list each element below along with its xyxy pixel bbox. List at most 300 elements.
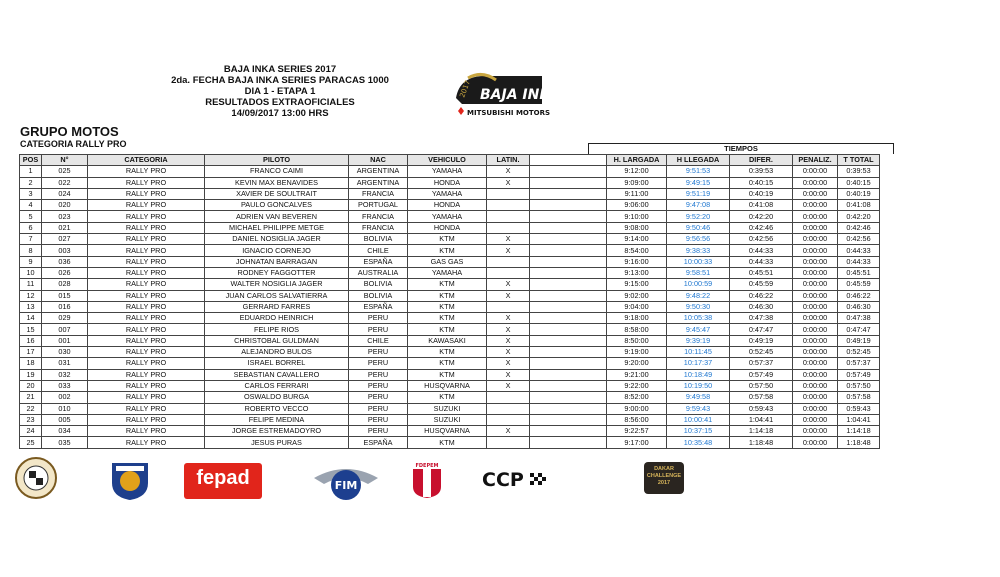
table-cell: KTM (408, 347, 487, 358)
table-cell: 9:20:00 (607, 358, 667, 369)
table-cell: 14 (20, 313, 42, 324)
table-cell: ESPAÑA (349, 437, 408, 448)
table-cell: RALLY PRO (88, 358, 205, 369)
table-cell: 9:45:47 (667, 324, 730, 335)
table-cell: 0:45:59 (730, 279, 793, 290)
table-cell: X (487, 166, 530, 177)
table-cell: ARGENTINA (349, 177, 408, 188)
table-cell: HONDA (408, 200, 487, 211)
table-cell: 9:47:08 (667, 200, 730, 211)
header-line-1: BAJA INKA SERIES 2017 (223, 64, 337, 75)
table-cell: 13 (20, 301, 42, 312)
table-cell: 9:14:00 (607, 234, 667, 245)
table-cell: 0:40:15 (730, 177, 793, 188)
table-cell: 0:00:00 (793, 358, 838, 369)
table-cell: 0:40:19 (838, 188, 880, 199)
table-cell: 10:35:48 (667, 437, 730, 448)
header-line-3: DIA 1 - ETAPA 1 (244, 86, 316, 97)
table-cell: 3 (20, 188, 42, 199)
table-cell: 0:46:30 (838, 301, 880, 312)
table-cell: 1:18:48 (730, 437, 793, 448)
table-cell: 031 (42, 358, 88, 369)
table-cell: 9:38:33 (667, 245, 730, 256)
table-cell: BOLIVIA (349, 279, 408, 290)
table-cell: 0:00:00 (793, 335, 838, 346)
table-cell: X (487, 313, 530, 324)
table-cell: PERU (349, 324, 408, 335)
table-cell: KTM (408, 234, 487, 245)
table-cell: ISRAEL BORREL (205, 358, 349, 369)
table-cell (530, 335, 607, 346)
table-cell: 0:41:08 (730, 200, 793, 211)
table-cell: FRANCIA (349, 222, 408, 233)
table-cell: RALLY PRO (88, 222, 205, 233)
table-cell: FRANCIA (349, 211, 408, 222)
table-cell: RALLY PRO (88, 166, 205, 177)
table-cell: X (487, 369, 530, 380)
table-cell: SUZUKI (408, 403, 487, 414)
table-cell: 0:57:49 (730, 369, 793, 380)
table-cell (530, 358, 607, 369)
table-cell (530, 380, 607, 391)
table-cell: 0:46:22 (838, 290, 880, 301)
table-cell: RALLY PRO (88, 267, 205, 278)
table-cell: 9:17:00 (607, 437, 667, 448)
table-cell: RALLY PRO (88, 234, 205, 245)
table-cell: PERU (349, 403, 408, 414)
table-cell: KTM (408, 313, 487, 324)
table-cell: 0:00:00 (793, 222, 838, 233)
table-cell: 8:56:00 (607, 414, 667, 425)
table-cell: ESPAÑA (349, 256, 408, 267)
column-header: H LLEGADA (667, 155, 730, 166)
table-cell: KTM (408, 324, 487, 335)
table-cell: X (487, 234, 530, 245)
table-cell: 0:42:20 (730, 211, 793, 222)
table-cell: ESPAÑA (349, 301, 408, 312)
fepad-logo: fepad (184, 463, 262, 499)
dakar-challenge-logo: DAKAR CHALLENGE 2017 (644, 462, 684, 494)
table-cell: 7 (20, 234, 42, 245)
table-cell (530, 177, 607, 188)
table-row (20, 211, 880, 222)
table-row (20, 335, 880, 346)
table-cell (530, 324, 607, 335)
table-cell: FRANCO CAIMI (205, 166, 349, 177)
table-cell (530, 267, 607, 278)
table-cell: 0:00:00 (793, 301, 838, 312)
table-cell: 1:14:18 (730, 426, 793, 437)
table-cell: MICHAEL PHILIPPE METGE (205, 222, 349, 233)
table-cell: 2 (20, 177, 42, 188)
column-header: CATEGORIA (88, 155, 205, 166)
table-cell: RALLY PRO (88, 313, 205, 324)
table-cell: PERU (349, 313, 408, 324)
table-cell: 9:51:53 (667, 166, 730, 177)
table-cell (487, 414, 530, 425)
table-cell: 9:08:00 (607, 222, 667, 233)
table-cell: PERU (349, 426, 408, 437)
table-cell: 6 (20, 222, 42, 233)
table-cell: 9:50:46 (667, 222, 730, 233)
table-cell: KTM (408, 279, 487, 290)
table-cell: DANIEL NOSIGLIA JAGER (205, 234, 349, 245)
table-cell: 035 (42, 437, 88, 448)
table-cell: 10:37:15 (667, 426, 730, 437)
table-cell: ADRIEN VAN BEVEREN (205, 211, 349, 222)
table-cell: KTM (408, 369, 487, 380)
table-cell: PERU (349, 414, 408, 425)
table-cell: CHRISTOBAL GULDMAN (205, 335, 349, 346)
table-cell: 0:00:00 (793, 200, 838, 211)
table-row (20, 392, 880, 403)
table-cell: 0:00:00 (793, 211, 838, 222)
table-row (20, 403, 880, 414)
table-cell (530, 245, 607, 256)
table-cell: PERU (349, 358, 408, 369)
table-cell: RALLY PRO (88, 403, 205, 414)
group-title: GRUPO MOTOS (20, 124, 119, 139)
table-cell: KEVIN MAX BENAVIDES (205, 177, 349, 188)
table-cell: 1 (20, 166, 42, 177)
baja-inka-logo (450, 68, 562, 120)
report-header (165, 64, 395, 119)
table-row (20, 234, 880, 245)
table-cell: PERU (349, 392, 408, 403)
table-cell: 10 (20, 267, 42, 278)
table-cell (530, 290, 607, 301)
table-cell: 0:00:00 (793, 290, 838, 301)
table-cell: 9:48:22 (667, 290, 730, 301)
table-cell (530, 188, 607, 199)
table-cell: 0:49:19 (730, 335, 793, 346)
club-emblem-logo (14, 455, 58, 501)
table-cell: 0:59:43 (730, 403, 793, 414)
table-cell: RALLY PRO (88, 347, 205, 358)
fim-logo (312, 464, 380, 504)
table-cell: 8:52:00 (607, 392, 667, 403)
table-cell: 0:45:51 (838, 267, 880, 278)
table-cell: CHILE (349, 245, 408, 256)
table-cell: 021 (42, 222, 88, 233)
table-row (20, 188, 880, 199)
table-cell: RALLY PRO (88, 437, 205, 448)
table-cell: 0:00:00 (793, 414, 838, 425)
table-cell: 023 (42, 211, 88, 222)
column-header: DIFER. (730, 155, 793, 166)
table-cell: 0:47:38 (838, 313, 880, 324)
table-cell: X (487, 290, 530, 301)
table-row (20, 301, 880, 312)
table-cell: RALLY PRO (88, 426, 205, 437)
table-cell: KTM (408, 301, 487, 312)
table-cell: 0:41:08 (838, 200, 880, 211)
table-cell (487, 301, 530, 312)
table-cell: 9:09:00 (607, 177, 667, 188)
table-cell: EDUARDO HEINRICH (205, 313, 349, 324)
table-cell (530, 200, 607, 211)
table-cell: 0:00:00 (793, 256, 838, 267)
table-cell: RODNEY FAGGOTTER (205, 267, 349, 278)
table-cell: KTM (408, 245, 487, 256)
svg-text:BAJA INKA: BAJA INKA (480, 87, 562, 103)
table-cell: FELIPE RIOS (205, 324, 349, 335)
table-cell: BOLIVIA (349, 234, 408, 245)
table-cell: JOHNATAN BARRAGAN (205, 256, 349, 267)
table-cell: SEBASTIAN CAVALLERO (205, 369, 349, 380)
table-cell: 24 (20, 426, 42, 437)
table-cell: 0:49:19 (838, 335, 880, 346)
table-cell (487, 403, 530, 414)
table-cell: 036 (42, 256, 88, 267)
column-header: VEHICULO (408, 155, 487, 166)
table-row (20, 358, 880, 369)
table-cell: HONDA (408, 177, 487, 188)
table-cell: KTM (408, 392, 487, 403)
table-cell: 0:00:00 (793, 392, 838, 403)
table-cell (530, 222, 607, 233)
table-cell: 0:00:00 (793, 426, 838, 437)
table-cell (487, 222, 530, 233)
table-cell: 0:00:00 (793, 324, 838, 335)
table-cell: 0:44:33 (730, 245, 793, 256)
table-cell: 9:11:00 (607, 188, 667, 199)
table-cell: FELIPE MEDINA (205, 414, 349, 425)
table-cell (530, 392, 607, 403)
category-title: CATEGORIA RALLY PRO (20, 139, 127, 149)
table-row (20, 245, 880, 256)
table-row (20, 324, 880, 335)
table-cell (530, 301, 607, 312)
table-cell: JESUS PURAS (205, 437, 349, 448)
table-cell: 9:00:00 (607, 403, 667, 414)
table-cell: 15 (20, 324, 42, 335)
table-cell: KTM (408, 290, 487, 301)
table-cell: 9:59:43 (667, 403, 730, 414)
table-cell: 10:17:37 (667, 358, 730, 369)
table-cell: 0:45:59 (838, 279, 880, 290)
table-cell: PERU (349, 347, 408, 358)
ccp-logo (480, 467, 550, 491)
table-cell: 1:14:18 (838, 426, 880, 437)
table-cell: 0:44:33 (730, 256, 793, 267)
table-row (20, 437, 880, 448)
table-cell: 9:50:30 (667, 301, 730, 312)
table-cell: 0:00:00 (793, 245, 838, 256)
table-cell: GAS GAS (408, 256, 487, 267)
table-cell: 022 (42, 177, 88, 188)
table-cell: 0:42:46 (838, 222, 880, 233)
table-cell: 0:57:49 (838, 369, 880, 380)
table-cell: 9:52:20 (667, 211, 730, 222)
table-cell: 0:39:53 (838, 166, 880, 177)
fdepem-logo (411, 461, 443, 499)
column-header: PENALIZ. (793, 155, 838, 166)
table-cell: FRANCIA (349, 188, 408, 199)
table-cell: 0:00:00 (793, 403, 838, 414)
table-cell: 9:13:00 (607, 267, 667, 278)
table-cell: 17 (20, 347, 42, 358)
header-line-4: RESULTADOS EXTRAOFICIALES (205, 97, 355, 108)
column-header: N° (42, 155, 88, 166)
table-cell: 9:58:51 (667, 267, 730, 278)
table-cell (530, 437, 607, 448)
table-cell: 8 (20, 245, 42, 256)
table-cell: 9:19:00 (607, 347, 667, 358)
tiempos-header: TIEMPOS (588, 143, 894, 154)
table-cell: 027 (42, 234, 88, 245)
table-cell: 0:47:38 (730, 313, 793, 324)
column-header: PILOTO (205, 155, 349, 166)
column-header (530, 155, 607, 166)
table-cell (530, 313, 607, 324)
table-cell: 9:02:00 (607, 290, 667, 301)
table-cell (530, 403, 607, 414)
table-cell: 0:57:50 (730, 380, 793, 391)
table-cell: HUSQVARNA (408, 426, 487, 437)
table-cell: 0:00:00 (793, 347, 838, 358)
table-cell: 010 (42, 403, 88, 414)
table-row (20, 279, 880, 290)
table-cell: ALEJANDRO BULOS (205, 347, 349, 358)
table-cell: 12 (20, 290, 42, 301)
table-cell: 0:42:20 (838, 211, 880, 222)
table-cell: 1:04:41 (838, 414, 880, 425)
table-row (20, 369, 880, 380)
table-row (20, 347, 880, 358)
table-cell: GERRARD FARRES (205, 301, 349, 312)
table-cell: PERU (349, 380, 408, 391)
table-cell (487, 188, 530, 199)
table-cell: 8:50:00 (607, 335, 667, 346)
table-cell: 25 (20, 437, 42, 448)
table-cell: 9:10:00 (607, 211, 667, 222)
table-cell: IGNACIO CORNEJO (205, 245, 349, 256)
table-cell: 0:59:43 (838, 403, 880, 414)
table-cell: 16 (20, 335, 42, 346)
table-cell: 0:44:33 (838, 245, 880, 256)
table-cell: 0:47:47 (838, 324, 880, 335)
column-header: H. LARGADA (607, 155, 667, 166)
table-cell: RALLY PRO (88, 188, 205, 199)
table-cell: 10:00:33 (667, 256, 730, 267)
table-cell: YAMAHA (408, 166, 487, 177)
table-cell: 9 (20, 256, 42, 267)
table-row (20, 380, 880, 391)
table-cell: 025 (42, 166, 88, 177)
table-row (20, 222, 880, 233)
table-cell (487, 211, 530, 222)
table-cell: RALLY PRO (88, 256, 205, 267)
table-cell (530, 234, 607, 245)
table-cell: 9:18:00 (607, 313, 667, 324)
table-header-row (20, 155, 880, 166)
table-cell: 9:49:15 (667, 177, 730, 188)
table-cell: HONDA (408, 222, 487, 233)
table-cell (530, 256, 607, 267)
table-cell: X (487, 335, 530, 346)
table-cell: KTM (408, 358, 487, 369)
table-cell: 0:39:53 (730, 166, 793, 177)
table-cell: 1:18:48 (838, 437, 880, 448)
table-cell: 001 (42, 335, 88, 346)
fia-shield-logo (110, 459, 150, 501)
table-cell: 0:00:00 (793, 437, 838, 448)
table-cell: 10:00:59 (667, 279, 730, 290)
table-cell (530, 211, 607, 222)
table-cell: 024 (42, 188, 88, 199)
table-cell: JUAN CARLOS SALVATIERRA (205, 290, 349, 301)
table-cell: ARGENTINA (349, 166, 408, 177)
svg-text:CCP: CCP (482, 469, 524, 491)
header-line-5: 14/09/2017 13:00 HRS (231, 108, 329, 119)
table-row (20, 200, 880, 211)
table-cell: 026 (42, 267, 88, 278)
table-cell: 028 (42, 279, 88, 290)
table-cell: YAMAHA (408, 267, 487, 278)
table-cell: 0:42:46 (730, 222, 793, 233)
table-cell: RALLY PRO (88, 380, 205, 391)
table-cell: 8:58:00 (607, 324, 667, 335)
table-cell: X (487, 380, 530, 391)
table-cell: 020 (42, 200, 88, 211)
table-cell: 10:19:50 (667, 380, 730, 391)
table-cell: SUZUKI (408, 414, 487, 425)
table-cell: RALLY PRO (88, 301, 205, 312)
table-cell: PERU (349, 369, 408, 380)
table-cell: YAMAHA (408, 211, 487, 222)
table-cell: RALLY PRO (88, 245, 205, 256)
table-cell: BOLIVIA (349, 290, 408, 301)
table-cell: 9:06:00 (607, 200, 667, 211)
table-cell: 11 (20, 279, 42, 290)
table-cell: 0:00:00 (793, 313, 838, 324)
table-cell (487, 200, 530, 211)
table-cell (487, 437, 530, 448)
table-cell (530, 347, 607, 358)
table-cell: RALLY PRO (88, 279, 205, 290)
table-cell: CARLOS FERRARI (205, 380, 349, 391)
column-header: LATIN. (487, 155, 530, 166)
column-header: T TOTAL (838, 155, 880, 166)
table-cell: KTM (408, 437, 487, 448)
svg-text:MITSUBISHI MOTORS: MITSUBISHI MOTORS (467, 109, 551, 117)
table-cell: X (487, 324, 530, 335)
table-cell: OSWALDO BURGA (205, 392, 349, 403)
table-cell: 0:00:00 (793, 177, 838, 188)
header-line-2: 2da. FECHA BAJA INKA SERIES PARACAS 1000 (171, 75, 389, 86)
table-cell: 0:00:00 (793, 267, 838, 278)
table-cell: 9:56:56 (667, 234, 730, 245)
table-cell (530, 369, 607, 380)
table-cell: AUSTRALIA (349, 267, 408, 278)
table-cell: 0:57:37 (730, 358, 793, 369)
table-cell: X (487, 426, 530, 437)
table-cell: 9:39:19 (667, 335, 730, 346)
table-cell: 1:04:41 (730, 414, 793, 425)
table-cell: 9:15:00 (607, 279, 667, 290)
table-row (20, 267, 880, 278)
table-cell: XAVIER DE SOULTRAIT (205, 188, 349, 199)
table-cell: RALLY PRO (88, 211, 205, 222)
table-cell: RALLY PRO (88, 200, 205, 211)
table-cell: 003 (42, 245, 88, 256)
table-cell (530, 414, 607, 425)
table-cell: RALLY PRO (88, 177, 205, 188)
table-cell: 0:40:19 (730, 188, 793, 199)
table-cell: 030 (42, 347, 88, 358)
table-cell (530, 166, 607, 177)
